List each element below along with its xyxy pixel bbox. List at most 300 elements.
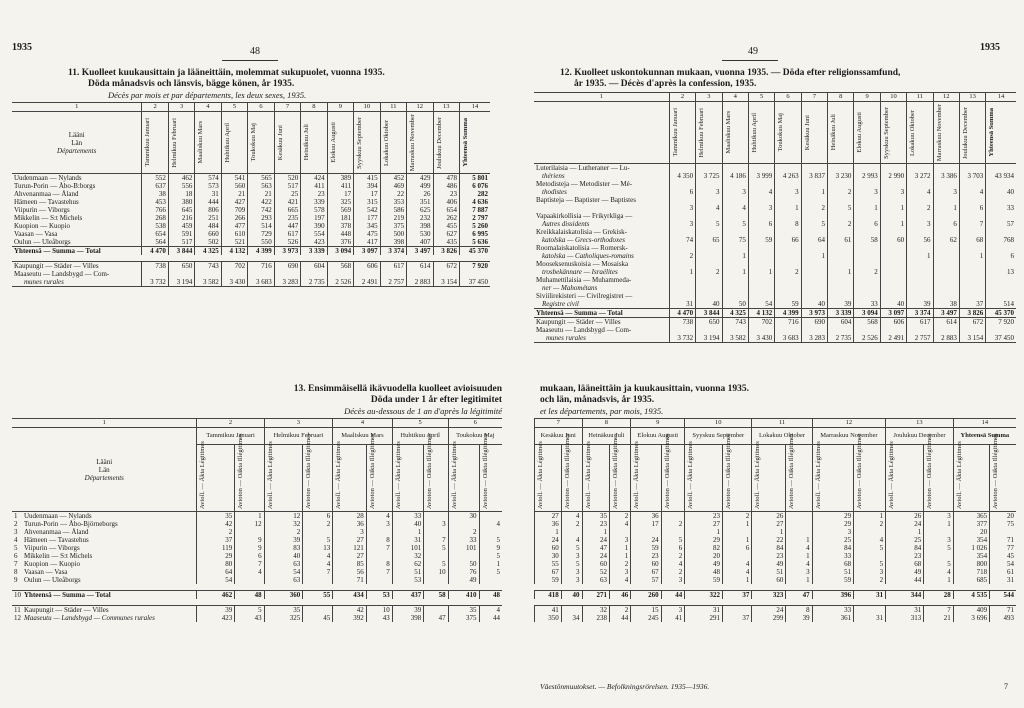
cell-value: 51 [812,568,853,576]
cell-value: 4 263 [775,172,801,180]
cell-value [775,252,801,260]
row-label: Roomalaiskatolisia — Romersk- [536,244,628,253]
cell-value [366,528,392,536]
cell-value: 690 [274,262,300,271]
cell-value: 3 [696,188,722,196]
month-label: Maaliskuu Mars [197,121,205,164]
row-index: 9 [14,576,18,584]
table-11-title-fi: 11. Kuolleet kuukausittain ja lääneittäin, molemmat sukupuolet, vuonna 1935. [68,68,385,78]
cell-value [479,512,502,521]
row-label: Metodisteja — Metodister — Mé- [536,180,633,189]
cell-value: 64 [197,568,235,576]
cell-value: 716 [248,262,274,271]
cell-value: 315 [354,198,380,206]
cell-value: 43 [235,614,264,622]
table-row [534,172,1016,180]
cell-value: 197 [301,214,327,222]
cell-value: 23 [685,512,723,521]
cell-value [880,284,906,292]
month-header [696,102,722,164]
table-12-title-1: 12. Kuolleet uskontokunnan mukaan, vuonna 1935. — Döda efter religionssamfund, [560,68,901,78]
table-row [534,204,1016,212]
cell-value: 266 [221,214,247,222]
cell-value: 614 [933,318,959,327]
cell-value: 3 [933,188,959,196]
cell-value: 37 [197,536,235,544]
cell-value: 6 [748,220,774,228]
cell-value: 2 [264,528,303,536]
cell-value: 360 [264,591,303,600]
cell-value [801,284,827,292]
cell-value: 4 [696,204,722,212]
cell-value: 7 [424,536,448,544]
col-number: 8 [301,103,327,112]
cell-value: 586 [380,206,406,214]
table-row [12,230,490,238]
col-number: 6 [448,419,502,428]
stub-label: Départements [84,473,124,482]
cell-value: 17 [327,190,353,198]
cell-value: 24 [886,520,924,528]
cell-value: 417 [354,238,380,247]
cell-value [235,528,264,536]
cell-value: 7 887 [460,206,491,214]
cell-value: 2 [854,268,880,276]
cell-value [786,520,812,528]
cell-value: 2 757 [907,334,933,343]
table-row [534,196,1016,204]
cell-value: 3 [880,188,906,196]
cell-value: 8 [775,220,801,228]
col-number: 11 [752,419,812,428]
cell-value: 55 [303,591,333,600]
cell-value: 5 [479,568,502,576]
month-header [460,112,491,174]
col-number: 3 [168,103,194,112]
month-header: Maaliskuu Mars [333,428,393,445]
row-label [534,204,669,212]
month-label: Elokuu Augusti [329,122,337,163]
cell-value: 3 [907,220,933,228]
cell-value: 181 [327,214,353,222]
cell-value: 32 [392,552,423,560]
cell-value: 30 [535,552,562,560]
cell-value: 521 [221,238,247,247]
col-number: 9 [327,103,353,112]
cell-value: 4 [854,536,886,544]
cell-value: 55 [535,560,562,568]
cell-value: 1 [775,204,801,212]
cell-value: 23 [582,520,609,528]
cell-value: 411 [327,182,353,190]
stub-label: Län [71,138,83,147]
row-label: Hämeen — Tavastehus [24,536,89,544]
cell-value: 54 [748,300,774,309]
cell-value: 75 [990,520,1016,528]
cell-value: 800 [953,560,989,568]
cell-value: 38 [142,190,168,198]
cell-value: 3 [775,188,801,196]
cell-value: 60 [631,560,661,568]
table-row [12,198,490,206]
cell-value: 409 [953,606,989,615]
cell-value: 23 [433,190,459,198]
cell-value: 550 [248,238,274,247]
cell-value: 563 [248,182,274,190]
month-header [854,102,880,164]
cell-value: 219 [380,214,406,222]
cell-value: 66 [775,236,801,244]
col-number: 14 [953,419,1016,428]
legitimacy-label: Avioton — Oäkta Illégitimes [788,433,796,509]
month-label: Toukokuu Maj [250,123,258,162]
legitimacy-header [723,433,752,512]
cell-value: 323 [752,591,786,600]
month-label: Lokakuu Oktober [909,109,917,156]
cell-value: 20 [953,528,989,536]
cell-value: 437 [392,591,423,600]
cell-value: 53 [366,591,392,600]
legitimacy-label: Avioll. — Äkta Légitimes [199,441,207,509]
col-number: 12 [933,93,959,102]
col-number: 14 [460,103,491,112]
year-left: 1935 [12,42,32,53]
cell-value: 27 [752,520,786,528]
month-header: Syyskuu September [685,428,752,445]
month-label: Toukokuu Maj [777,113,785,152]
table-13-heading-left [232,384,502,416]
cell-value: 271 [582,591,609,600]
row-index: 5 [14,544,18,552]
table-row [12,182,490,190]
cell-value: 21 [924,614,953,622]
cell-value: 52 [582,568,609,576]
cell-value: 3 154 [433,278,459,287]
cell-value: 29 [812,512,853,521]
cell-value: 268 [142,214,168,222]
cell-value: 5 [561,560,582,568]
legitimacy-header [366,433,392,512]
cell-value: 31 [685,606,723,615]
cell-value: 39 [392,606,423,615]
cell-value: 6 [933,220,959,228]
cell-value: 13 [986,268,1016,276]
cell-value: 538 [142,222,168,230]
cell-value [854,284,880,292]
cell-value: 4 132 [221,247,247,256]
cell-value: 68 [812,560,853,568]
stub-header [12,428,197,512]
cell-value: 3 283 [274,278,300,287]
table-row [535,520,1017,528]
cell-value: 453 [142,198,168,206]
cell-value: 477 [221,222,247,230]
cell-value: 35 [264,606,303,615]
table-row [12,174,490,183]
cell-value: 34 [561,614,582,622]
cell-value: 2 883 [933,334,959,343]
cell-value: 568 [327,262,353,271]
cell-value: 84 [752,544,786,552]
stub-label: Lääni [68,130,85,139]
cell-value: 1 [786,552,812,560]
legitimacy-header [235,433,264,512]
month-label: Huhtikuu April [223,122,231,163]
table-11-title-sv: Döda månadsvis och länsvis, bägge könen, år 1935. [88,79,295,89]
cell-value: 325 [327,198,353,206]
cell-value: 1 [748,268,774,276]
row-label: thodistes [542,188,567,197]
legitimacy-label: Avioton — Oäkta Illégitimes [725,433,733,509]
cell-value: 40 [392,520,423,528]
cell-value: 1 [854,204,880,212]
col-number: 12 [407,103,433,112]
cell-value: 5 [924,560,953,568]
page-number-bottom: 7 [1004,682,1008,691]
cell-value: 18 [168,190,194,198]
cell-value: 591 [168,230,194,238]
cell-value: 578 [301,206,327,214]
cell-value: 56 [333,568,367,576]
cell-value: 520 [274,174,300,183]
legitimacy-label: Avioll. — Äkta Légitimes [335,441,343,509]
legitimacy-header [197,441,235,512]
table-row [12,614,502,622]
cell-value: 345 [354,222,380,230]
cell-value: 3 [610,536,631,544]
cell-value: 51 [392,568,423,576]
table-13-title-fr: Décès au-dessous de 1 an d'après la légitimité [344,406,502,416]
legitimacy-header [535,441,562,512]
cell-value: 478 [433,174,459,183]
legitimacy-label: Avioll. — Äkta Légitimes [266,441,274,509]
row-label: Muhamettilaisia — Muhammeda- [536,276,632,285]
cell-value: 469 [380,182,406,190]
footer-left: Väestönmuutokset. — Befolkningsrörelsen. 1935—1936. [540,682,710,691]
cell-value: 68 [886,560,924,568]
cell-value: 4 [479,606,502,615]
legitimacy-label: Avioll. — Äkta Légitimes [888,441,896,509]
legitimacy-label: Avioton — Oäkta Illégitimes [856,433,864,509]
cell-value: 541 [221,174,247,183]
cell-value: 3 973 [274,247,300,256]
month-header [354,112,380,174]
cell-value: 10 [424,568,448,576]
cell-value: 23 [301,190,327,198]
cell-value: 1 [752,528,786,536]
cell-value [424,528,448,536]
cell-value: 3 283 [801,334,827,343]
cell-value: 33 [448,536,479,544]
cell-value: 49 [685,560,723,568]
row-index: 6 [14,552,18,560]
cell-value: 4 325 [722,309,748,318]
table-13-left [12,418,502,622]
cell-value: 4 [610,520,631,528]
table-row [12,536,502,544]
cell-value: 26 [407,190,433,198]
cell-value: 560 [221,182,247,190]
cell-value: 262 [433,214,459,222]
cell-value: 58 [854,236,880,244]
cell-value: 690 [801,318,827,327]
legitimacy-header [990,433,1016,512]
cell-value: 350 [535,614,562,622]
cell-value: 64 [801,236,827,244]
cell-value: 729 [248,230,274,238]
cell-value: 24 [631,536,661,544]
row-label: Kaupungit — Städer — Villes [24,606,109,614]
cell-value: 614 [407,262,433,271]
cell-value: 2 993 [854,172,880,180]
cell-value: 1 [880,204,906,212]
cell-value: 738 [142,262,168,271]
cell-value: 4 [959,188,985,196]
cell-value: 435 [433,238,459,247]
cell-value: 1 [582,528,609,536]
cell-value: 25 [886,536,924,544]
cell-value: 43 934 [986,172,1016,180]
cell-value: 645 [168,206,194,214]
row-label: thériens [542,172,565,181]
cell-value: 6 [235,552,264,560]
row-label: munes rurales [24,278,64,287]
table-row [535,576,1017,584]
cell-value: 59 [812,576,853,584]
cell-value: 502 [195,238,221,247]
row-label: Registre civil [542,300,579,309]
cell-value: 37 450 [986,334,1016,343]
row-label-cell [12,528,197,536]
cell-value [924,552,953,560]
cell-value: 8 [366,560,392,568]
col-number: 13 [886,419,954,428]
cell-value: 394 [354,182,380,190]
row-label-cell [12,544,197,552]
legitimacy-label: Avioll. — Äkta Légitimes [537,441,544,509]
table-row [534,284,1016,292]
cell-value: 293 [248,214,274,222]
row-label: Vaasan — Vasa [14,230,58,239]
month-header [722,102,748,164]
cell-value: 59 [685,576,723,584]
month-header [959,102,985,164]
cell-value: 299 [752,614,786,622]
cell-value: 48 [685,568,723,576]
cell-value: 1 [907,252,933,260]
cell-value: 2 [801,204,827,212]
cell-value: 766 [142,206,168,214]
cell-value: 2 491 [354,278,380,287]
cell-value: 514 [248,222,274,230]
legitimacy-header [424,433,448,512]
cell-value: 3 374 [907,309,933,318]
cell-value: 6 995 [460,230,491,238]
cell-value: 5 [303,536,333,544]
cell-value: 378 [327,222,353,230]
cell-value: 75 [722,236,748,244]
col-number: 9 [854,93,880,102]
legitimacy-header [886,441,924,512]
cell-value: 15 [631,606,661,615]
cell-value: 1 [828,268,854,276]
cell-value: 56 [907,236,933,244]
cell-value [303,576,333,584]
cell-value: 54 [990,560,1016,568]
row-label: Vaasan — Vasa [24,568,68,576]
legitimacy-header [685,441,723,512]
cell-value: 71 [990,536,1016,544]
cell-value: 1 [924,576,953,584]
row-label: munes rurales [546,334,586,343]
cell-value: 4 350 [669,172,695,180]
row-index: 2 [14,520,18,528]
cell-value: 375 [448,614,479,622]
cell-value: 380 [168,198,194,206]
cell-value [610,528,631,536]
cell-value: 3 [748,204,774,212]
month-header [327,112,353,174]
cell-value: 6 [854,220,880,228]
row-index: 3 [14,528,18,536]
legitimacy-header [561,433,582,512]
cell-value: 3 094 [327,247,353,256]
cell-value: 58 [424,591,448,600]
cell-value: 3 430 [221,278,247,287]
cell-value: 3 683 [248,278,274,287]
cell-value: 28 [333,512,367,521]
cell-value: 444 [195,198,221,206]
table-row [12,560,502,568]
cell-value: 768 [986,236,1016,244]
row-label: Maaseutu — Landsbygd — Com- [536,326,632,335]
cell-value: 411 [301,182,327,190]
col-number: 10 [685,419,752,428]
cell-value: 322 [685,591,723,600]
cell-value: 2 [303,520,333,528]
cell-value: 2 [828,220,854,228]
table-row [534,228,1016,236]
cell-value [786,528,812,536]
cell-value: 406 [433,198,459,206]
table-row [12,606,502,615]
cell-value: 6 [303,512,333,521]
cell-value: 59 [748,236,774,244]
legitimacy-label: Avioton — Oäkta Illégitimes [481,433,489,509]
cell-value: 415 [354,174,380,183]
legitimacy-label: Avioton — Oäkta Illégitimes [663,433,671,509]
cell-value: 62 [392,560,423,568]
stub-header [12,112,142,174]
cell-value: 604 [301,262,327,271]
cell-value: 40 [696,300,722,309]
row-index: 8 [14,568,18,576]
cell-value: 2 [610,512,631,521]
cell-value: 4 399 [248,247,274,256]
cell-value: 6 [959,204,985,212]
row-label: Kuopion — Kuopio [14,222,70,231]
cell-value [990,528,1016,536]
table-row [534,318,1016,327]
month-label: Tammikuu Januari [671,108,679,157]
cell-value: 1 [959,252,985,260]
table-13-right [534,418,1016,622]
table-row [12,520,502,528]
month-header: Kesäkuu Juni [535,428,583,445]
month-label: Maaliskuu Mars [724,111,732,154]
cell-value: 3 582 [722,334,748,343]
cell-value: 4 [303,560,333,568]
